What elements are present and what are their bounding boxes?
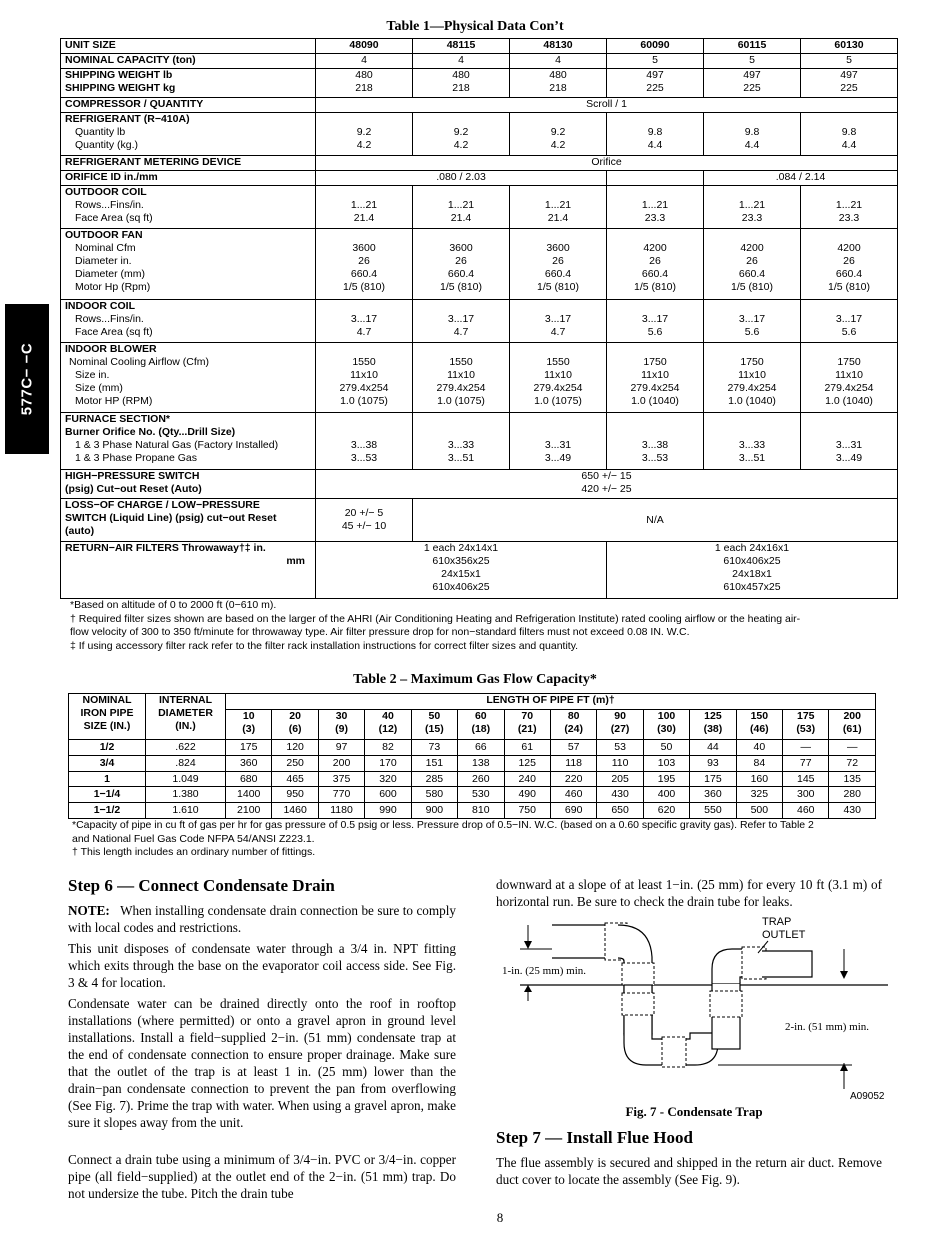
step6-heading: Step 6 — Connect Condensate Drain xyxy=(68,876,335,895)
row-label: REFRIGERANT (R−410A) Quantity lb Quantity (kg.) xyxy=(61,113,316,156)
table-cell: 5 xyxy=(704,54,801,69)
table-cell: 3/4 xyxy=(69,755,146,771)
table-row xyxy=(61,413,898,470)
trap-coupling xyxy=(662,1037,686,1067)
table-cell: 200 xyxy=(318,755,364,771)
table-row xyxy=(69,787,876,803)
table-cell: 40 xyxy=(736,740,782,756)
table-cell: .622 xyxy=(146,740,226,756)
table-cell: 900 xyxy=(411,803,457,819)
table-cell: 3...33 3...51 xyxy=(413,413,510,470)
outlet-label: OUTLET xyxy=(762,929,806,941)
table-cell: 53 xyxy=(597,740,643,756)
table-row xyxy=(61,97,898,112)
length-header: 175 (53) xyxy=(783,709,829,739)
table-cell: 5 xyxy=(607,54,704,69)
table-row xyxy=(61,185,898,228)
table-row xyxy=(61,54,898,69)
length-header: 150 (46) xyxy=(736,709,782,739)
table-cell xyxy=(607,170,704,185)
table-cell: 497 225 xyxy=(801,69,898,98)
table-cell: 690 xyxy=(550,803,596,819)
length-header: 10 (3) xyxy=(226,709,272,739)
section-side-tab xyxy=(5,304,49,454)
length-header: 60 (18) xyxy=(458,709,504,739)
table1-footnotes xyxy=(70,599,900,653)
table-row xyxy=(61,39,898,54)
table-cell: 750 xyxy=(504,803,550,819)
column-header: 48115 xyxy=(413,39,510,54)
table-cell: 1750 11x10 279.4x254 1.0 (1040) xyxy=(607,342,704,413)
table-cell: 460 xyxy=(550,787,596,803)
row-label: HIGH−PRESSURE SWITCH (psig) Cut−out Reset (Auto) xyxy=(61,470,316,499)
table-row xyxy=(61,69,898,98)
table-cell: 3...31 3...49 xyxy=(510,413,607,470)
footnote: *Capacity of pipe in cu ft of gas per hr for gas pressure of 0.5 psig or less. Pressure drop of 0.5−IN. W.C. (based on a 0.60 specific gravity gas). Refer to Table 2 xyxy=(72,819,814,831)
table-cell: 3...17 4.7 xyxy=(316,299,413,342)
elbow-coupling xyxy=(622,963,654,985)
table-cell: 66 xyxy=(458,740,504,756)
table-cell: 220 xyxy=(550,771,596,787)
table-cell: 4200 26 660.4 1/5 (810) xyxy=(607,228,704,299)
dim2-label: 2-in. (51 mm) min. xyxy=(785,1021,870,1033)
table-cell: 300 xyxy=(783,787,829,803)
table-row xyxy=(61,299,898,342)
table-cell: 3...17 4.7 xyxy=(413,299,510,342)
table-cell: 490 xyxy=(504,787,550,803)
table-cell: 9.8 4.4 xyxy=(607,113,704,156)
dim1-label: 1-in. (25 mm) min. xyxy=(502,965,587,977)
step7-heading: Step 7 — Install Flue Hood xyxy=(496,1128,693,1147)
table-cell: — xyxy=(783,740,829,756)
table-cell: 1...21 23.3 xyxy=(704,185,801,228)
table-cell: 465 xyxy=(272,771,318,787)
column-header: 48090 xyxy=(316,39,413,54)
table-cell: 325 xyxy=(736,787,782,803)
column-header: INTERNAL DIAMETER (IN.) xyxy=(146,694,226,740)
table-cell: 770 xyxy=(318,787,364,803)
table-cell: 360 xyxy=(690,787,736,803)
table-cell: 580 xyxy=(411,787,457,803)
table-cell: 72 xyxy=(829,755,876,771)
table-cell: N/A xyxy=(413,499,898,542)
figure-code: A09052 xyxy=(850,1091,885,1102)
table-cell: 1.049 xyxy=(146,771,226,787)
column-header: LENGTH OF PIPE FT (m)† xyxy=(226,694,876,710)
table-cell: 3...17 4.7 xyxy=(510,299,607,342)
table-cell: 5 xyxy=(801,54,898,69)
table-cell: 118 xyxy=(550,755,596,771)
length-header: 40 (12) xyxy=(365,709,411,739)
table-cell: 4200 26 660.4 1/5 (810) xyxy=(704,228,801,299)
table-cell: 4 xyxy=(316,54,413,69)
table-cell: 1550 11x10 279.4x254 1.0 (1075) xyxy=(316,342,413,413)
gas-flow-table xyxy=(68,693,876,819)
table-cell: 1 each 24x14x1 610x356x25 24x15x1 610x406x25 xyxy=(316,542,607,599)
table-cell: 97 xyxy=(318,740,364,756)
table-cell: 500 xyxy=(736,803,782,819)
table-cell: 138 xyxy=(458,755,504,771)
table-cell: 205 xyxy=(597,771,643,787)
table-cell: 990 xyxy=(365,803,411,819)
table-cell: 530 xyxy=(458,787,504,803)
dim1-arrow xyxy=(524,941,532,949)
table-cell: 3...17 5.6 xyxy=(801,299,898,342)
table2-caption: Table 2 – Maximum Gas Flow Capacity* xyxy=(353,672,597,687)
length-header: 90 (27) xyxy=(597,709,643,739)
step6-paragraph-1: This unit disposes of condensate water through a 3/4 in. NPT fitting which exits through the base on the evaporator coil access side. See Fig. 3 & 4 for location. xyxy=(68,941,456,990)
table-cell: 4 xyxy=(510,54,607,69)
table-cell: .080 / 2.03 xyxy=(316,170,607,185)
table-cell: 250 xyxy=(272,755,318,771)
footnote: and National Fuel Gas Code NFPA 54/ANSI Z223.1. xyxy=(72,832,315,845)
table-cell: 497 225 xyxy=(704,69,801,98)
row-label: OUTDOOR COIL Rows...Fins/in. Face Area (sq ft) xyxy=(61,185,316,228)
table-cell: 430 xyxy=(597,787,643,803)
table-row xyxy=(61,113,898,156)
table-cell: 650 +/− 15 420 +/− 25 xyxy=(316,470,898,499)
table-cell: 240 xyxy=(504,771,550,787)
table-cell: 151 xyxy=(411,755,457,771)
row-label: RETURN−AIR FILTERS Throwaway†‡ in. mm xyxy=(61,542,316,599)
table-row xyxy=(69,803,876,819)
table-row xyxy=(69,771,876,787)
table-cell: 375 xyxy=(318,771,364,787)
row-label: REFRIGERANT METERING DEVICE xyxy=(61,155,316,170)
table-cell: 3...31 3...49 xyxy=(801,413,898,470)
step6-paragraph-4: downward at a slope of at least 1−in. (25 mm) for every 10 ft (3.1 m) of horizontal run. Be sure to check the drain tube for leaks. xyxy=(496,877,882,909)
table-cell: 3...17 5.6 xyxy=(607,299,704,342)
footnote: † This length includes an ordinary number of fittings. xyxy=(72,846,316,858)
length-header: 70 (21) xyxy=(504,709,550,739)
table-cell: 44 xyxy=(690,740,736,756)
row-label: NOMINAL CAPACITY (ton) xyxy=(61,54,316,69)
column-header: 48130 xyxy=(510,39,607,54)
table-cell: 9.2 4.2 xyxy=(413,113,510,156)
table-cell: 61 xyxy=(504,740,550,756)
footnote: flow velocity of 300 to 350 ft/minute for throwaway type. Air filter pressure drop for non−standard filters must not exceed 0.08 IN. W.C. xyxy=(70,626,690,638)
table-cell: 1750 11x10 279.4x254 1.0 (1040) xyxy=(801,342,898,413)
row-label: INDOOR BLOWER Nominal Cooling Airflow (Cfm) Size in. Size (mm) Motor HP (RPM) xyxy=(61,342,316,413)
length-header: 100 (30) xyxy=(643,709,689,739)
table-cell: 175 xyxy=(690,771,736,787)
table-cell: 3...38 3...53 xyxy=(316,413,413,470)
dim1-arrow-lower xyxy=(524,985,532,992)
note-label: NOTE: xyxy=(68,903,110,918)
table-cell: 3600 26 660.4 1/5 (810) xyxy=(316,228,413,299)
table-header-row xyxy=(69,694,876,710)
table-cell: 9.2 4.2 xyxy=(316,113,413,156)
table-cell: 1.380 xyxy=(146,787,226,803)
table2-footnotes xyxy=(72,819,887,860)
column-header: NOMINAL IRON PIPE SIZE (IN.) xyxy=(69,694,146,740)
table-cell: 360 xyxy=(226,755,272,771)
row-label xyxy=(61,69,316,98)
table-cell: 1...21 21.4 xyxy=(510,185,607,228)
table-cell: 1...21 21.4 xyxy=(413,185,510,228)
table-cell: 175 xyxy=(226,740,272,756)
table-cell: 195 xyxy=(643,771,689,787)
table-cell: 1180 xyxy=(318,803,364,819)
column-header: 60090 xyxy=(607,39,704,54)
table-cell: 110 xyxy=(597,755,643,771)
length-header: 125 (38) xyxy=(690,709,736,739)
table-cell: 1−1/2 xyxy=(69,803,146,819)
table-cell: 93 xyxy=(690,755,736,771)
table-cell: 1550 11x10 279.4x254 1.0 (1075) xyxy=(510,342,607,413)
table-row xyxy=(61,155,898,170)
table-row xyxy=(61,542,898,599)
row-label-line: SHIPPING WEIGHT kg xyxy=(65,82,176,95)
table-cell: 650 xyxy=(597,803,643,819)
table-cell: 135 xyxy=(829,771,876,787)
side-tab-label: 577C− −C xyxy=(18,342,36,416)
row-label: OUTDOOR FAN Nominal Cfm Diameter in. Diameter (mm) Motor Hp (Rpm) xyxy=(61,228,316,299)
step6-note xyxy=(68,902,456,936)
condensate-trap-figure xyxy=(500,913,888,1105)
length-header: 80 (24) xyxy=(550,709,596,739)
table-cell: 480 218 xyxy=(413,69,510,98)
table-cell: 4200 26 660.4 1/5 (810) xyxy=(801,228,898,299)
table-row xyxy=(61,342,898,413)
table-cell: 3600 26 660.4 1/5 (810) xyxy=(510,228,607,299)
table-cell: 810 xyxy=(458,803,504,819)
table-cell: 3600 26 660.4 1/5 (810) xyxy=(413,228,510,299)
table-cell: 497 225 xyxy=(607,69,704,98)
table-cell: 77 xyxy=(783,755,829,771)
table-cell: 1...21 23.3 xyxy=(607,185,704,228)
table-cell: 3...33 3...51 xyxy=(704,413,801,470)
table-cell: 460 xyxy=(783,803,829,819)
table-cell: 1 xyxy=(69,771,146,787)
trap-label: TRAP xyxy=(762,916,792,928)
table-cell: 285 xyxy=(411,771,457,787)
table-cell: 160 xyxy=(736,771,782,787)
table-cell: 4 xyxy=(413,54,510,69)
table-row xyxy=(69,740,876,756)
table-row xyxy=(61,170,898,185)
table-cell: 125 xyxy=(504,755,550,771)
table-cell: 430 xyxy=(829,803,876,819)
table-cell: 480 218 xyxy=(316,69,413,98)
table-cell: 1−1/4 xyxy=(69,787,146,803)
footnote: † Required filter sizes shown are based on the larger of the AHRI (Air Conditioning Heating and Refrigeration Institute) rated cooling airflow or the heating air- xyxy=(70,612,801,625)
table-cell: 82 xyxy=(365,740,411,756)
table-row xyxy=(61,228,898,299)
table-cell: 170 xyxy=(365,755,411,771)
table-cell: 480 218 xyxy=(510,69,607,98)
table-row xyxy=(61,499,898,542)
page-number: 8 xyxy=(496,1210,504,1225)
table-cell: .084 / 2.14 xyxy=(704,170,898,185)
row-label: FURNACE SECTION* Burner Orifice No. (Qty...Drill Size) 1 & 3 Phase Natural Gas (Factory Installed) 1 & 3 Phase Propane Gas xyxy=(61,413,316,470)
length-header: 200 (61) xyxy=(829,709,876,739)
footnote: *Based on altitude of 0 to 2000 ft (0−610 m). xyxy=(70,599,277,611)
table-cell: — xyxy=(829,740,876,756)
table-cell: 1/2 xyxy=(69,740,146,756)
note-text: When installing condensate drain connection be sure to comply with local codes and restrictions. xyxy=(68,903,457,935)
table1-caption: Table 1—Physical Data Con’t xyxy=(386,19,564,34)
table-cell: 103 xyxy=(643,755,689,771)
table-cell: 1550 11x10 279.4x254 1.0 (1075) xyxy=(413,342,510,413)
table-row xyxy=(69,755,876,771)
step6-paragraph-2: Condensate water can be drained directly onto the roof in rooftop installations (where permitted) or onto a gravel apron in ground level installations. Install a field−supplied 2−in. (51 mm) condensate trap at the end of condensate connection to ensure proper drainage. Make sure that the outlet of the trap is at least 1 in. (25 mm) lower than the drain−pan condensate connection to prevent the pan from overflowing (See Fig. 7). Prime the trap with water. When using a gravel apron, make sure it slopes away from the unit. xyxy=(68,996,456,1130)
table-cell: 1400 xyxy=(226,787,272,803)
table-row xyxy=(61,470,898,499)
table-cell: 9.8 4.4 xyxy=(801,113,898,156)
table-cell: 620 xyxy=(643,803,689,819)
table-cell: 145 xyxy=(783,771,829,787)
riser-coupling xyxy=(710,991,742,1017)
row-label: INDOOR COIL Rows...Fins/in. Face Area (sq ft) xyxy=(61,299,316,342)
table-cell: 3...38 3...53 xyxy=(607,413,704,470)
row-label: LOSS−OF CHARGE / LOW−PRESSURE SWITCH (Liquid Line) (psig) cut−out Reset (auto) xyxy=(61,499,316,542)
table-cell: 280 xyxy=(829,787,876,803)
step6-paragraph-3: Connect a drain tube using a minimum of 3/4−in. PVC or 3/4−in. copper pipe (all field−supplied) at the outlet end of the 2−in. (51 mm) trap. Do not undersize the tube. Pitch the drain tube xyxy=(68,1152,456,1201)
table-cell: 9.2 4.2 xyxy=(510,113,607,156)
table-cell: 2100 xyxy=(226,803,272,819)
table-cell: 73 xyxy=(411,740,457,756)
table-cell: 950 xyxy=(272,787,318,803)
table-cell: 84 xyxy=(736,755,782,771)
table-cell: 50 xyxy=(643,740,689,756)
table-cell: 57 xyxy=(550,740,596,756)
table-cell: 400 xyxy=(643,787,689,803)
table-cell: 9.8 4.4 xyxy=(704,113,801,156)
dim2-arrow xyxy=(840,971,848,979)
column-header: 60115 xyxy=(704,39,801,54)
table-cell: 1...21 23.3 xyxy=(801,185,898,228)
row-label: ORIFICE ID in./mm xyxy=(61,170,316,185)
table-cell: .824 xyxy=(146,755,226,771)
figure7-caption: Fig. 7 - Condensate Trap xyxy=(625,1104,763,1119)
table-cell: 1 each 24x16x1 610x406x25 24x18x1 610x457x25 xyxy=(607,542,898,599)
footnote: ‡ If using accessory filter rack refer to the filter rack installation instructions for correct filter sizes and quantity. xyxy=(70,639,579,652)
table-cell: 1.610 xyxy=(146,803,226,819)
dim2-arrow-lower xyxy=(840,1063,848,1071)
physical-data-table xyxy=(60,38,898,599)
column-header: 60130 xyxy=(801,39,898,54)
step7-paragraph: The flue assembly is secured and shipped in the return air duct. Remove duct cover to locate the assembly (See Fig. 9). xyxy=(496,1155,882,1187)
length-header: 50 (15) xyxy=(411,709,457,739)
table-cell: 1460 xyxy=(272,803,318,819)
outlet-pipe xyxy=(762,951,812,977)
table-cell: 3...17 5.6 xyxy=(704,299,801,342)
length-header: 30 (9) xyxy=(318,709,364,739)
table-cell: 1750 11x10 279.4x254 1.0 (1040) xyxy=(704,342,801,413)
table-cell: 550 xyxy=(690,803,736,819)
table-cell: Orifice xyxy=(316,155,898,170)
table-cell: 120 xyxy=(272,740,318,756)
table-cell: 600 xyxy=(365,787,411,803)
row-label-line: SHIPPING WEIGHT lb xyxy=(65,69,173,82)
row-label: COMPRESSOR / QUANTITY xyxy=(61,97,316,112)
vertical-coupling xyxy=(622,993,654,1015)
table-cell: 680 xyxy=(226,771,272,787)
table-cell: 260 xyxy=(458,771,504,787)
table-cell: 20 +/− 5 45 +/− 10 xyxy=(316,499,413,542)
table-cell: Scroll / 1 xyxy=(316,97,898,112)
table-cell: 1...21 21.4 xyxy=(316,185,413,228)
table-cell: 320 xyxy=(365,771,411,787)
row-label: UNIT SIZE xyxy=(61,39,316,54)
length-header: 20 (6) xyxy=(272,709,318,739)
